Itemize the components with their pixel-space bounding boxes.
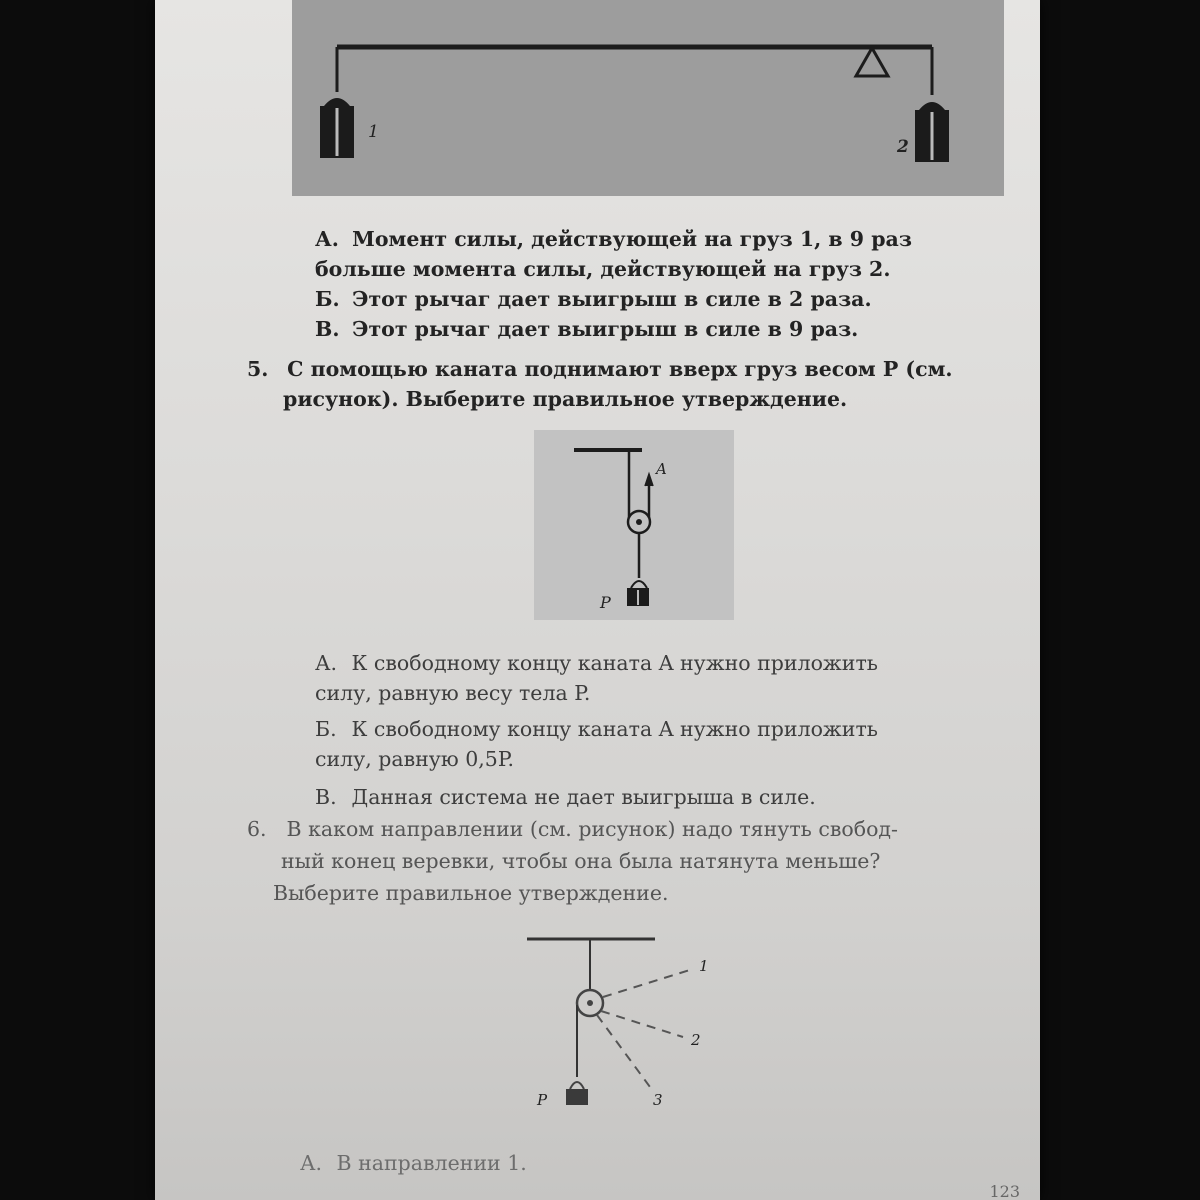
load-label-p: P: [537, 1091, 548, 1109]
q4-option-c: В. Этот рычаг дает выигрыш в силе в 9 раз.: [315, 317, 859, 341]
lever-figure: [292, 0, 1004, 196]
q6-question: 6. В каком направлении (см. рисунок) надо тянуть свобод-: [247, 817, 898, 841]
q5-question-cont: рисунок). Выберите правильное утверждение.: [283, 387, 848, 411]
page-number: 123: [989, 1182, 1020, 1200]
load-hook: [570, 1082, 584, 1089]
q5-option-a: А. К свободному концу каната A нужно приложить: [315, 651, 878, 675]
q5-question: 5. С помощью каната поднимают вверх груз весом P (см.: [247, 357, 953, 381]
hook: [631, 581, 647, 588]
weight-label-2: 2: [897, 137, 909, 157]
weight-label-1: 1: [368, 122, 379, 142]
q5-option-b: Б. К свободному концу каната A нужно приложить: [315, 717, 878, 741]
direction-label-3: 3: [653, 1091, 663, 1109]
direction-3: [597, 1015, 650, 1087]
movable-pulley-figure: [534, 430, 734, 620]
textbook-page: [155, 0, 1040, 1200]
fulcrum-triangle: [856, 48, 888, 76]
direction-label-1: 1: [699, 957, 709, 975]
q4-option-b: Б. Этот рычаг дает выигрыш в силе в 2 раза.: [315, 287, 872, 311]
force-arrow: [645, 474, 653, 486]
q5-option-a-cont: силу, равную весу тела P.: [315, 681, 591, 705]
load-label-p: P: [600, 593, 611, 612]
directions-diagram: [515, 925, 755, 1115]
q4-option-a-cont: больше момента силы, действующей на груз 2.: [315, 257, 891, 281]
direction-1: [603, 969, 693, 997]
pulley-diagram: [534, 430, 734, 620]
q6-question-cont2: Выберите правильное утверждение.: [273, 881, 669, 905]
load-weight: [566, 1089, 588, 1105]
q4-option-a: А. Момент силы, действующей на груз 1, в 9 раз: [315, 227, 912, 251]
direction-2: [601, 1011, 683, 1037]
q6-option-a: А. В направлении 1.: [300, 1151, 527, 1175]
q5-option-c: В. Данная система не дает выигрыша в силе.: [315, 785, 816, 809]
rope-label-a: A: [656, 460, 667, 478]
q5-option-b-cont: силу, равную 0,5P.: [315, 747, 514, 771]
q6-question-cont1: ный конец веревки, чтобы она была натянута меньше?: [281, 849, 881, 873]
fixed-pulley-directions-figure: [515, 925, 755, 1115]
weight-1: [320, 98, 354, 158]
weight-2: [915, 102, 949, 162]
lever-diagram: [292, 0, 1004, 196]
direction-label-2: 2: [691, 1031, 701, 1049]
